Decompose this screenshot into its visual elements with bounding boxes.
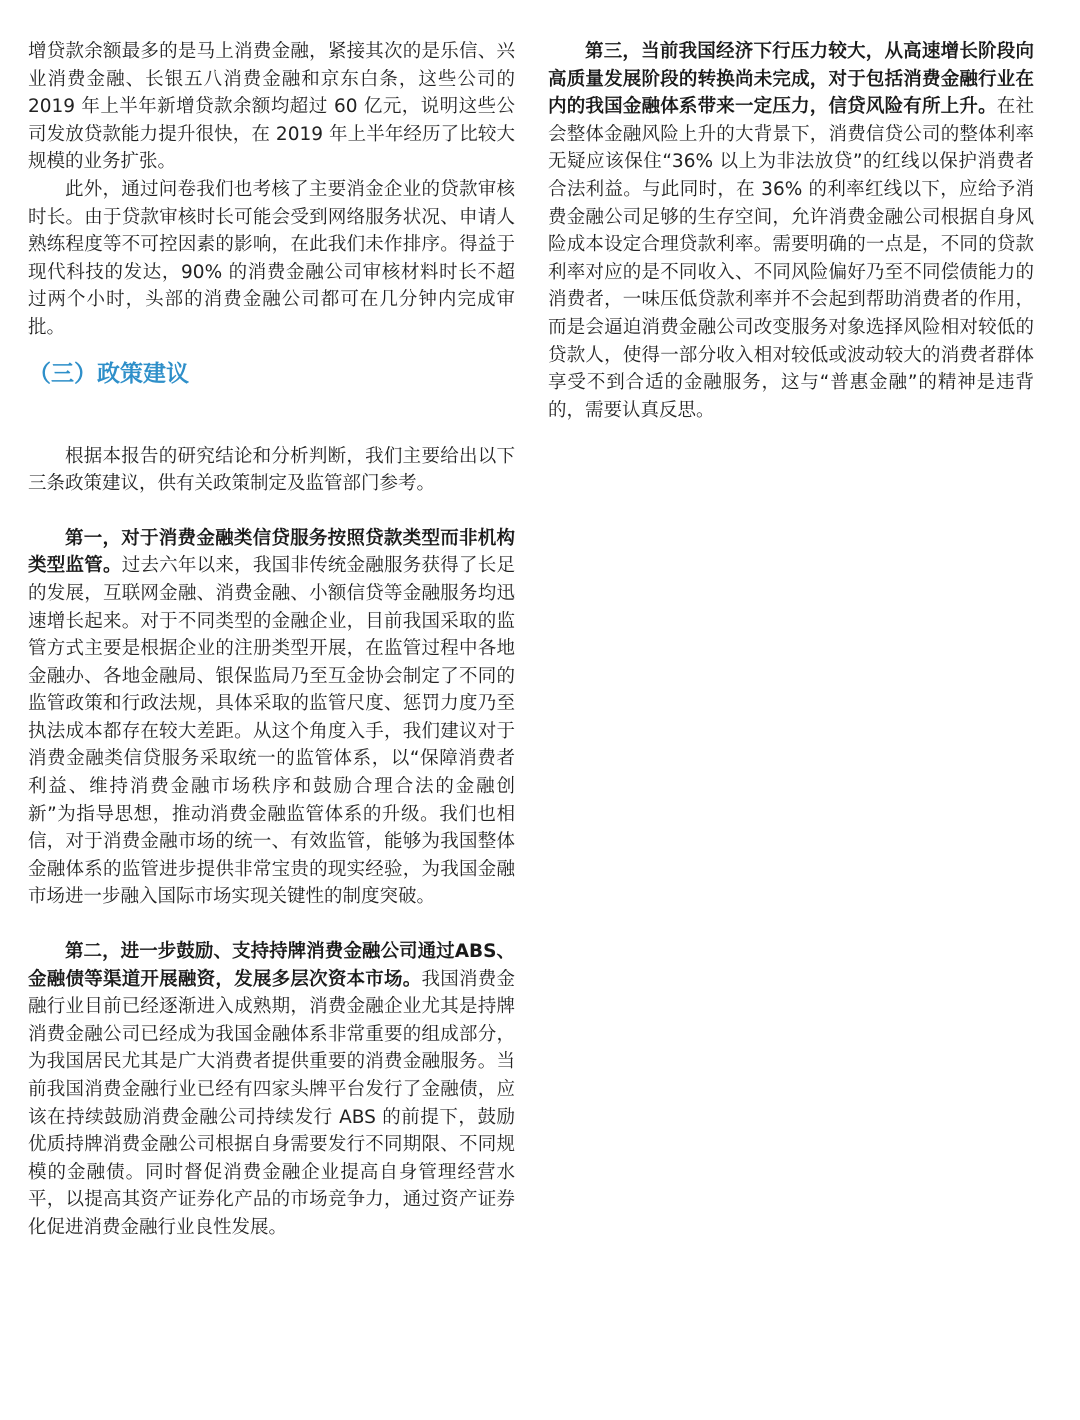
suggestion-second-body: 我国消费金融行业目前已经逐渐进入成熟期，消费金融企业尤其是持牌消费金融公司已经成为我国金融体系非常重要的组成部分，为我国居民尤其是广大消费者提供重要的消费金融服务。当前我国消费金融行业已经有四家头牌平台发行了金融债，应该在持续鼓励消费金融公司持续发行 ABS 的前提下，鼓励优质持牌消费金融公司根据自身需要发行不同期限、不同规模的金融债。同时督促消费金融企业提高自身管理经营水平，以提高其资产证券化产品的市场竞争力，通过资产证券化促进消费金融行业良性发展。: [28, 968, 515, 1238]
suggestion-third-lead: 第三，当前我国经济下行压力较大，从高速增长阶段向高质量发展阶段的转换尚未完成，对于包括消费金融行业在内的我国金融体系带来一定压力，信贷风险有所上升。: [548, 41, 1034, 118]
suggestion-first-body: 过去六年以来，我国非传统金融服务获得了长足的发展，互联网金融、消费金融、小额信贷等金融服务均迅速增长起来。对于不同类型的金融企业，目前我国采取的监管方式主要是根据企业的注册类型开展，在监管过程中各地金融办、各地金融局、银保监局乃至互金协会制定了不同的监管政策和行政法规，具体采取的监管尺度、惩罚力度乃至执法成本都存在较大差距。从这个角度入手，我们建议对于消费金融类信贷服务采取统一的监管体系，以“保障消费者利益、维持消费金融市场秩序和鼓励合理合法的金融创新”为指导思想，推动消费金融监管体系的升级。我们也相信，对于消费金融市场的统一、有效监管，能够为我国整体金融体系的监管进步提供非常宝贵的现实经验，为我国金融市场进一步融入国际市场实现关键性的制度突破。: [28, 555, 515, 908]
paragraph-suggestion-third: [548, 38, 1034, 424]
suggestion-third-body: 在社会整体金融风险上升的大背景下，消费信贷公司的整体利率无疑应该保住“36% 以上为非法放贷”的红线以保护消费者合法利益。与此同时，在 36% 的利率红线以下，应给予消费金融公司足够的生存空间，允许消费金融公司根据自身风险成本设定合理贷款利率。需要明确的一点是，不同的贷款利率对应的是不同收入、不同风险偏好乃至不同偿债能力的消费者，一味压低贷款利率并不会起到帮助消费者的作用，而是会逼迫消费金融公司改变服务对象选择风险相对较低的贷款人，使得一部分收入相对较低或波动较大的消费者群体享受不到合适的金融服务，这与“普惠金融”的精神是违背的，需要认真反思。: [548, 96, 1034, 421]
paragraph-new-loans: 增贷款余额最多的是马上消费金融，紧接其次的是乐信、兴业消费金融、长银五八消费金融和京东白条，这些公司的 2019 年上半年新增贷款余额均超过 60 亿元，说明这些公司发放贷款能力提升很快，在 2019 年上半年经历了比较大规模的业务扩张。: [28, 41, 515, 173]
paragraph-suggestion-first: [28, 525, 515, 911]
paragraph-suggestion-second: [28, 938, 515, 1242]
paragraph-review-time: 此外，通过问卷我们也考核了主要消金企业的贷款审核时长。由于贷款审核时长可能会受到网络服务状况、申请人熟练程度等不可控因素的影响，在此我们未作排序。得益于现代科技的发达，90% 的消费金融公司审核材料时长不超过两个小时，头部的消费金融公司都可在几分钟内完成审批。: [28, 178, 515, 338]
suggestion-second-lead: 第二，进一步鼓励、支持持牌消费金融公司通过ABS、金融债等渠道开展融资，发展多层次资本市场。: [28, 941, 515, 990]
right-column: [548, 38, 1034, 424]
paragraph-policy-intro: 根据本报告的研究结论和分析判断，我们主要给出以下三条政策建议，供有关政策制定及监管部门参考。: [28, 445, 515, 495]
left-column: [28, 38, 515, 1242]
section-heading-policy-suggestions: （三）政策建议: [28, 360, 189, 387]
suggestion-first-lead: 第一，对于消费金融类信贷服务按照贷款类型而非机构类型监管。: [28, 527, 515, 577]
